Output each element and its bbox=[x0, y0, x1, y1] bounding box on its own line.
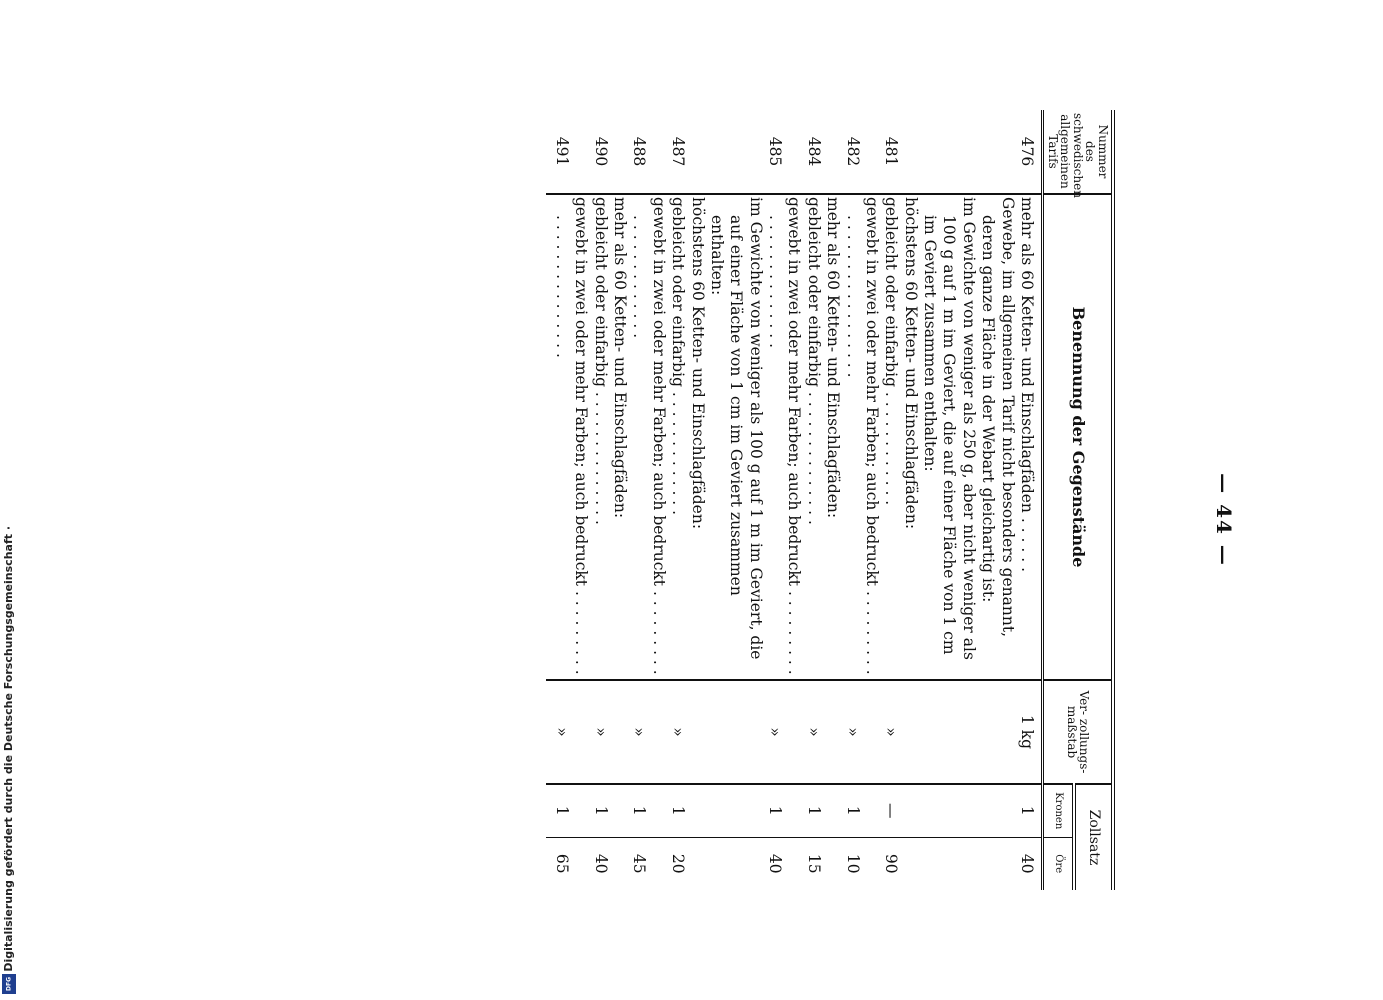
duty-unit: » bbox=[803, 680, 842, 784]
description-line: gebleicht oder einfarbig . . . . . . . . . . . . . . bbox=[804, 197, 823, 525]
rate-kronen: — bbox=[881, 784, 920, 837]
description-line: mehr als 60 Ketten- und Einschlagfäden: bbox=[611, 197, 630, 519]
duty-unit: 1 kg bbox=[1017, 680, 1043, 784]
table-row bbox=[707, 110, 765, 890]
item-description bbox=[668, 194, 707, 680]
tariff-number: 481 bbox=[881, 110, 920, 194]
rate-ore: 65 bbox=[552, 853, 571, 874]
duty-unit bbox=[920, 680, 1017, 784]
tariff-number: 490 bbox=[590, 110, 629, 194]
rate-ore: 20 bbox=[669, 853, 688, 874]
table-row bbox=[546, 110, 591, 890]
rate-ore bbox=[707, 837, 765, 890]
item-description bbox=[1017, 194, 1043, 680]
table-row bbox=[881, 110, 920, 890]
rate-ore: 40 bbox=[1017, 853, 1036, 874]
tariff-number: 487 bbox=[668, 110, 707, 194]
duty-unit: » bbox=[668, 680, 707, 784]
rate-ore: 40 bbox=[766, 853, 785, 874]
rate-kronen bbox=[707, 784, 765, 837]
tariff-number: 482 bbox=[842, 110, 881, 194]
duty-unit: » bbox=[590, 680, 629, 784]
rate-kronen: 1 bbox=[803, 784, 842, 837]
tariff-number bbox=[920, 110, 1017, 194]
duty-unit: » bbox=[765, 680, 804, 784]
tariff-number: 476 bbox=[1017, 110, 1043, 194]
rate-ore: 10 bbox=[843, 853, 862, 874]
duty-unit: » bbox=[881, 680, 920, 784]
item-description bbox=[803, 194, 842, 680]
rate-ore: 40 bbox=[591, 853, 610, 874]
item-description bbox=[546, 194, 591, 680]
duty-unit: » bbox=[842, 680, 881, 784]
table-header-row bbox=[1074, 110, 1113, 890]
duty-unit bbox=[707, 680, 765, 784]
description-line: gebleicht oder einfarbig . . . . . . . . . . . . . bbox=[669, 197, 688, 516]
tariff-table bbox=[546, 110, 1115, 890]
description-line: mehr als 60 Ketten- und Einschlagfäden . . . . . . bbox=[1017, 197, 1036, 573]
table-row bbox=[590, 110, 629, 890]
description-line: gewebt in zwei oder mehr Farben; auch bedruckt . . . . . . . . . . . . . . . . . . . . . . . bbox=[766, 197, 804, 675]
header-description: Benennung der Gegenstände bbox=[1043, 194, 1113, 680]
rate-kronen: 1 bbox=[668, 784, 707, 837]
description-line: gewebt in zwei oder mehr Farben; auch bedruckt . . . . . . . . . . . . . . . . . . . . . . . . bbox=[552, 197, 591, 675]
page-number: — 44 — bbox=[1212, 473, 1236, 567]
item-description bbox=[707, 194, 765, 680]
description-line: im Gewichte von weniger als 250 g, aber nicht weniger als 100 g auf 1 m im Geviert, die auf einer Fläche von 1 cm im Geviert zusammen enthalten: bbox=[921, 197, 978, 660]
description-line: im Gewichte von weniger als 100 g auf 1 m im Geviert, die auf einer Fläche von 1 cm im Geviert zusammen enthalten: bbox=[707, 197, 765, 660]
description-line: Gewebe, im allgemeinen Tarif nicht besonders genannt, deren ganze Fläche in der Webart gleichartig ist: bbox=[979, 197, 1017, 638]
item-description bbox=[629, 194, 668, 680]
table-row bbox=[765, 110, 804, 890]
item-description bbox=[765, 194, 804, 680]
rate-ore: 90 bbox=[882, 853, 901, 874]
description-line: höchstens 60 Ketten- und Einschlagfäden: bbox=[901, 197, 920, 530]
tariff-number: 484 bbox=[803, 110, 842, 194]
tariff-number: 485 bbox=[765, 110, 804, 194]
table-row bbox=[1017, 110, 1043, 890]
rate-kronen: 1 bbox=[590, 784, 629, 837]
item-description bbox=[590, 194, 629, 680]
duty-unit: » bbox=[546, 680, 591, 784]
header-duty-rate: Zollsatz bbox=[1085, 809, 1102, 866]
item-description bbox=[881, 194, 920, 680]
rate-ore bbox=[920, 837, 1017, 890]
rate-ore: 45 bbox=[630, 853, 649, 874]
duty-unit: » bbox=[629, 680, 668, 784]
item-description bbox=[842, 194, 881, 680]
description-line: gebleicht oder einfarbig . . . . . . . . . . . . . . bbox=[591, 197, 610, 525]
funding-notice bbox=[0, 0, 20, 1000]
table-row bbox=[668, 110, 707, 890]
header-kronen: Kronen bbox=[1043, 784, 1074, 837]
tariff-number: 491 bbox=[546, 110, 591, 194]
rate-kronen: 1 bbox=[1017, 784, 1043, 837]
table-row bbox=[842, 110, 881, 890]
description-line: gebleicht oder einfarbig . . . . . . . . . . . . bbox=[882, 197, 901, 506]
header-ore: Öre bbox=[1053, 854, 1065, 874]
table-row bbox=[920, 110, 1017, 890]
tariff-number: 488 bbox=[629, 110, 668, 194]
dfg-logo: DFG bbox=[2, 974, 16, 994]
header-unit: Ver- zollungs- maßstab bbox=[1043, 680, 1113, 784]
table-row bbox=[629, 110, 668, 890]
header-tariff-number: Nummer des schwedischen allgemeinen Tarifs bbox=[1043, 110, 1113, 194]
rate-ore: 15 bbox=[804, 853, 823, 874]
rate-kronen: 1 bbox=[546, 784, 591, 837]
description-line: gewebt in zwei oder mehr Farben; auch bedruckt . . . . . . . . . . . . . . . . . . . . . . . . . . bbox=[843, 197, 881, 675]
table-row bbox=[803, 110, 842, 890]
tariff-number bbox=[707, 110, 765, 194]
rotated-page bbox=[240, 110, 1240, 890]
description-line: höchstens 60 Ketten- und Einschlagfäden: bbox=[688, 197, 707, 530]
rate-kronen: 1 bbox=[765, 784, 804, 837]
description-line: mehr als 60 Ketten- und Einschlagfäden: bbox=[824, 197, 843, 519]
item-description bbox=[920, 194, 1017, 680]
rate-kronen bbox=[920, 784, 1017, 837]
rate-kronen: 1 bbox=[629, 784, 668, 837]
description-line: gewebt in zwei oder mehr Farben; auch bedruckt . . . . . . . . . . . . . . . . . . . . . . bbox=[630, 197, 668, 675]
funding-notice-text: Digitalisierung gefördert durch die Deutsche Forschungsgemeinschaft · bbox=[2, 526, 15, 972]
rate-kronen: 1 bbox=[842, 784, 881, 837]
